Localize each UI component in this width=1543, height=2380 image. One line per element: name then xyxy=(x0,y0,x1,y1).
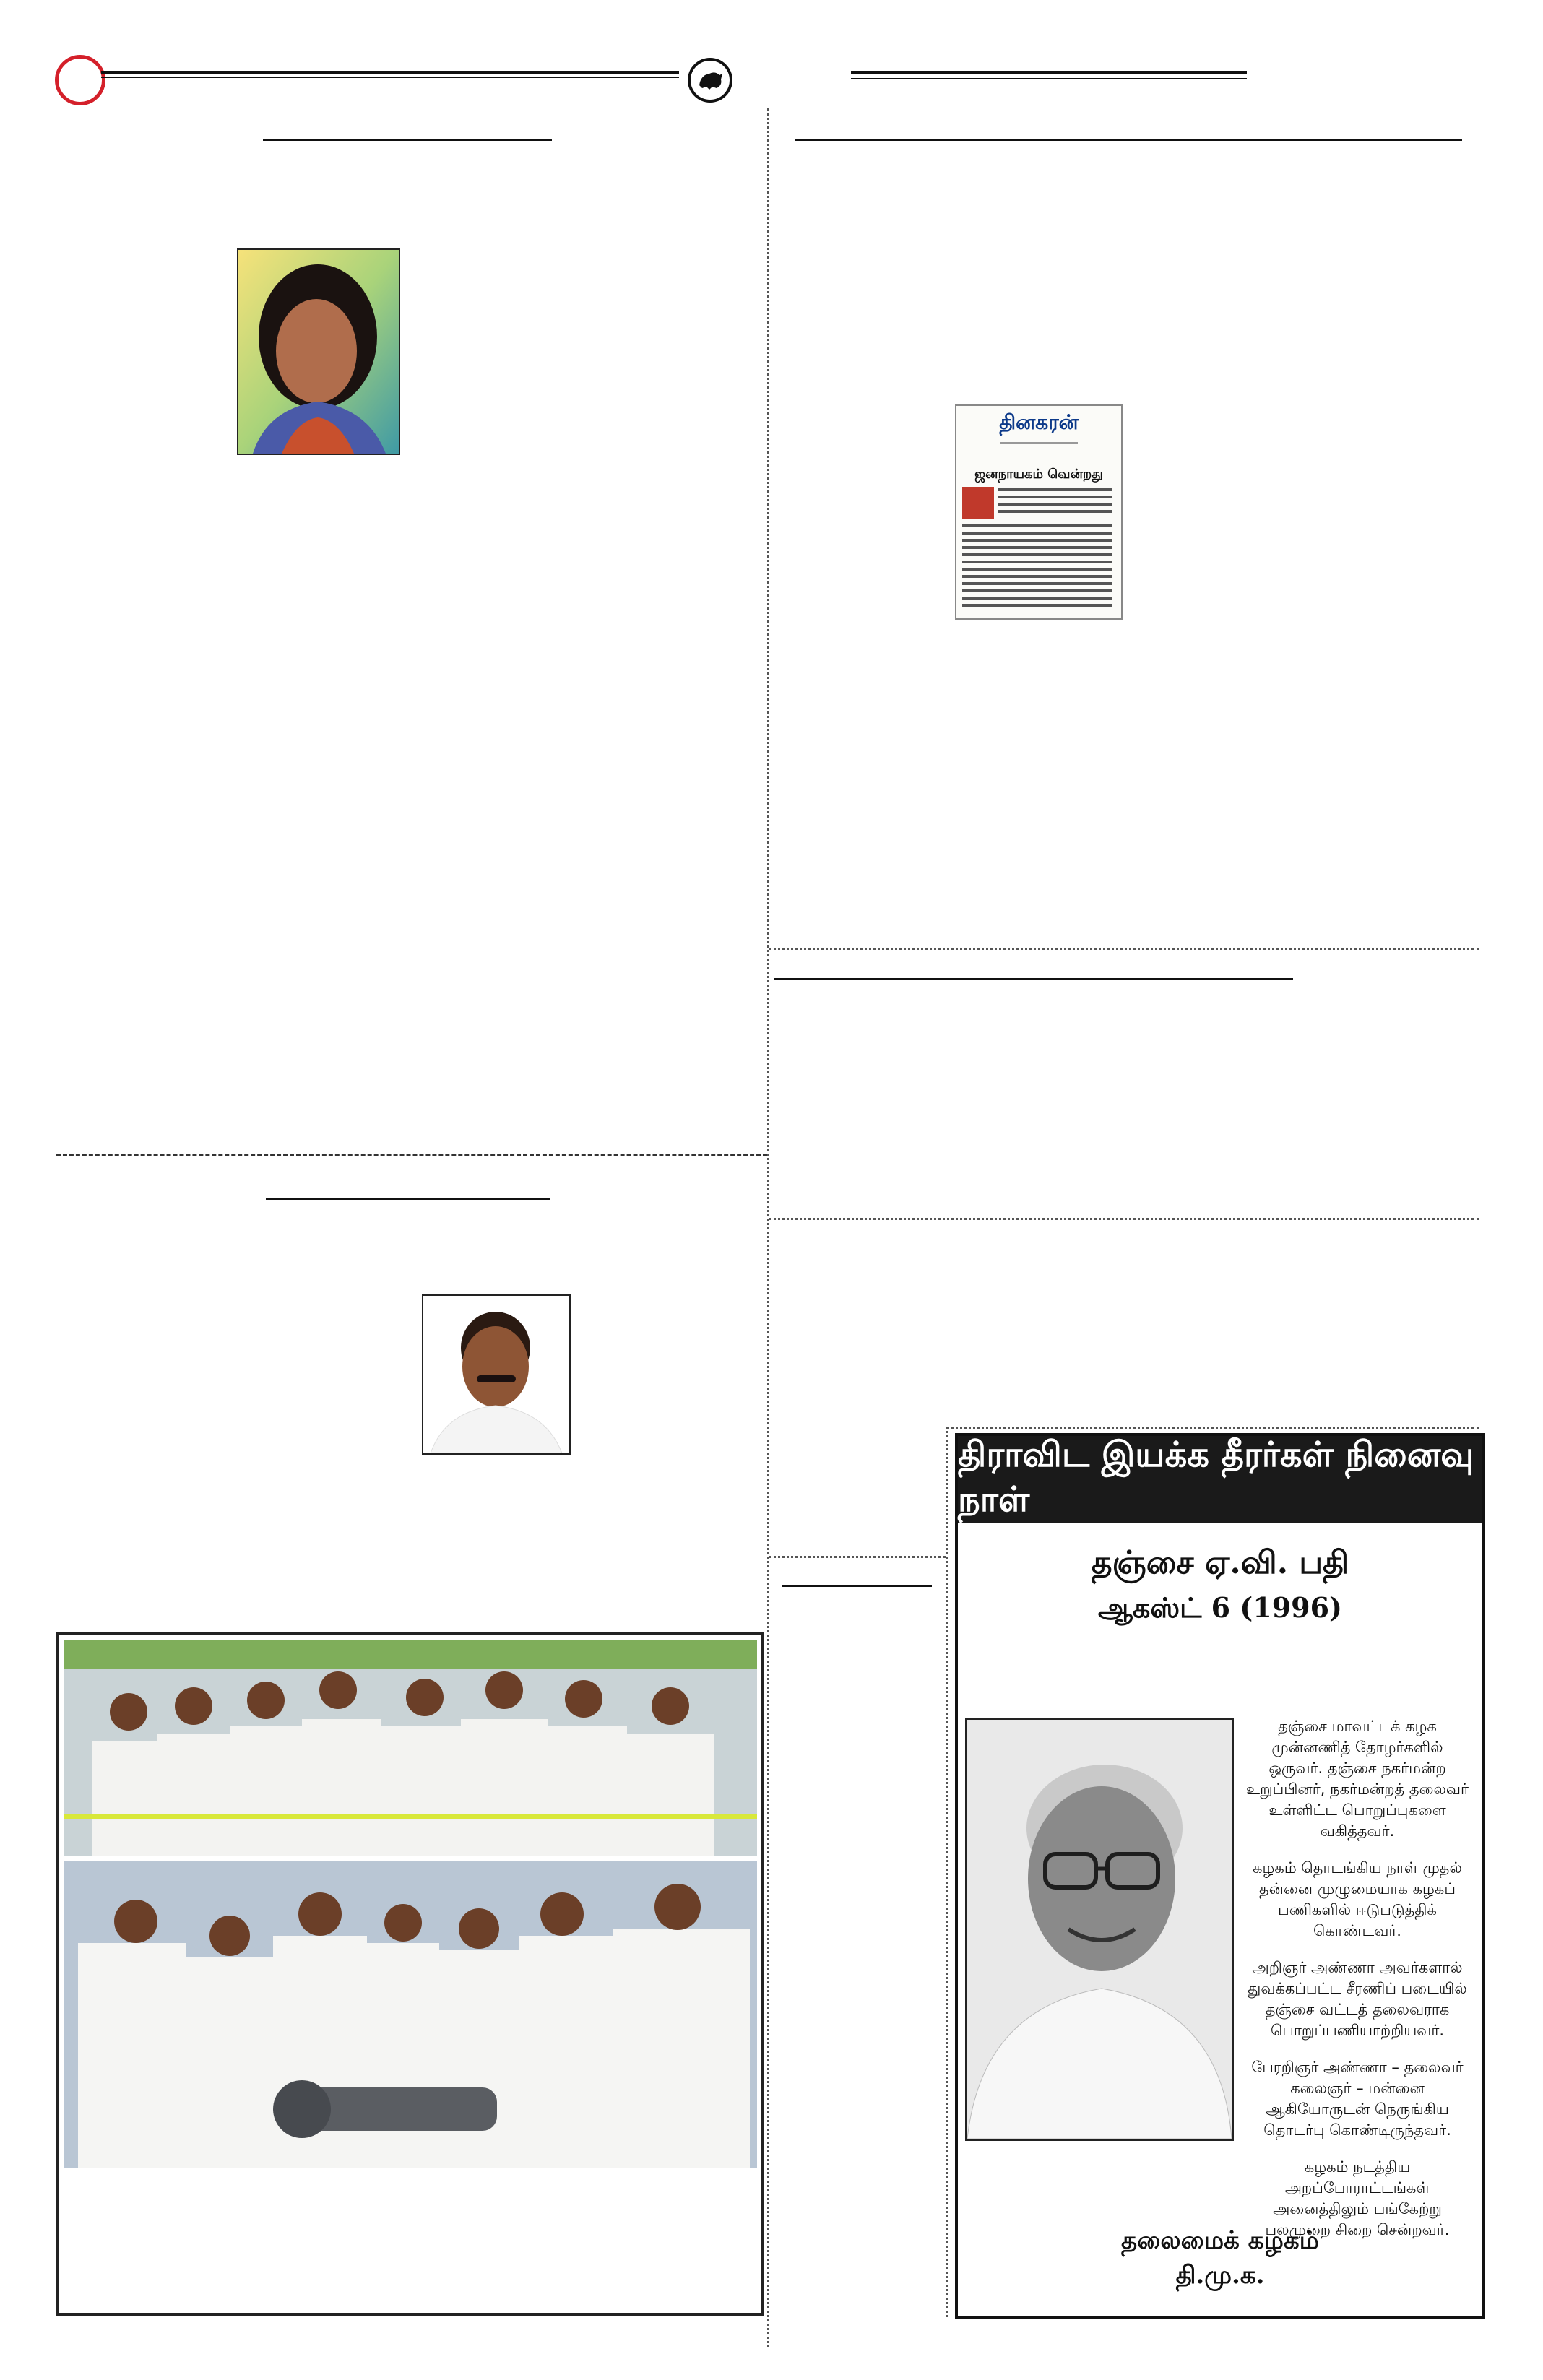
memorial-footer-party: தி.மு.க. xyxy=(1175,2261,1265,2290)
page-number-circle xyxy=(55,55,105,105)
right-divider-1 xyxy=(769,948,1479,950)
memorial-bio-paragraph: கழகம் தொடங்கிய நாள் முதல் தன்னை முழுமையாக கழகப் பணிகளில் ஈடுபடுத்திக் கொண்டவர். xyxy=(1253,1859,1462,1939)
column-divider xyxy=(767,108,769,2347)
clipping-headline: ஜனநாயகம் வென்றது xyxy=(974,467,1103,482)
memorial-banner: திராவிட இயக்க தீரர்கள் நினைவு நாள் xyxy=(958,1436,1482,1523)
header-rule xyxy=(101,71,679,74)
memorial-notice xyxy=(955,1433,1485,2319)
memorial-date: ஆகஸ்ட் 6 (1996) xyxy=(1097,1591,1343,1624)
memorial-bio-paragraph: அறிஞர் அண்ணா அவர்களால் துவக்கப்பட்ட சீரணிப் படையில் தஞ்சை வட்டத் தலைவராக பொறுப்பணியாற்றியவர். xyxy=(1248,1959,1467,2039)
header-rule-thin xyxy=(101,77,679,78)
memorial-portrait xyxy=(965,1718,1234,2141)
memorial-bio-paragraph: தஞ்சை மாவட்டக் கழக முன்னணித் தோழர்களில் ஒருவர். தஞ்சை நகர்மன்ற உறுப்பினர், நகர்மன்றத் தலைவர் உள்ளிட்ட பொறுப்புகளை வகித்தவர். xyxy=(1246,1718,1469,1840)
photo-story-box xyxy=(56,1632,764,2316)
article2-headline-rule xyxy=(266,1198,550,1200)
article-divider xyxy=(56,1154,767,1156)
memorial-bio-paragraph: பேரறிஞர் அண்ணா – தலைவர் கலைஞர் – மன்னை ஆகியோருடன் நெருங்கிய தொடர்பு கொண்டிருந்தவர். xyxy=(1251,2059,1464,2139)
newspaper-clipping xyxy=(955,404,1123,620)
memorial-side-divider xyxy=(946,1427,948,2317)
memorial-bio xyxy=(1242,1716,1472,2256)
right-header-rule-thin xyxy=(851,78,1247,79)
inauguration-photo xyxy=(64,1640,757,2168)
party-logo-icon xyxy=(688,58,732,103)
right-article-headline-rule xyxy=(795,139,1462,141)
memorial-footer xyxy=(958,2223,1482,2293)
right-header-rule xyxy=(851,71,1247,74)
clipping-masthead: தினகரன் xyxy=(999,410,1079,434)
right-divider-3 xyxy=(769,1556,946,1558)
memorial-name: தஞ்சை ஏ.வி. பதி xyxy=(1091,1544,1349,1581)
right-divider-2 xyxy=(769,1218,1479,1220)
small-column-rule xyxy=(782,1585,932,1587)
memorial-top-divider xyxy=(946,1427,1479,1429)
article-headline-rule xyxy=(263,139,552,141)
right-article2-rule xyxy=(774,978,1293,980)
kanimozhi-portrait xyxy=(237,248,400,455)
mla-portrait xyxy=(422,1294,571,1455)
memorial-footer-org: தலைமைக் கழகம் xyxy=(1121,2226,1319,2255)
memorial-bio-paragraph: கழகம் நடத்திய அறப்போராட்டங்கள் அனைத்திலும் பங்கேற்று பலமுறை சிறை சென்றவர். xyxy=(1265,2158,1450,2238)
